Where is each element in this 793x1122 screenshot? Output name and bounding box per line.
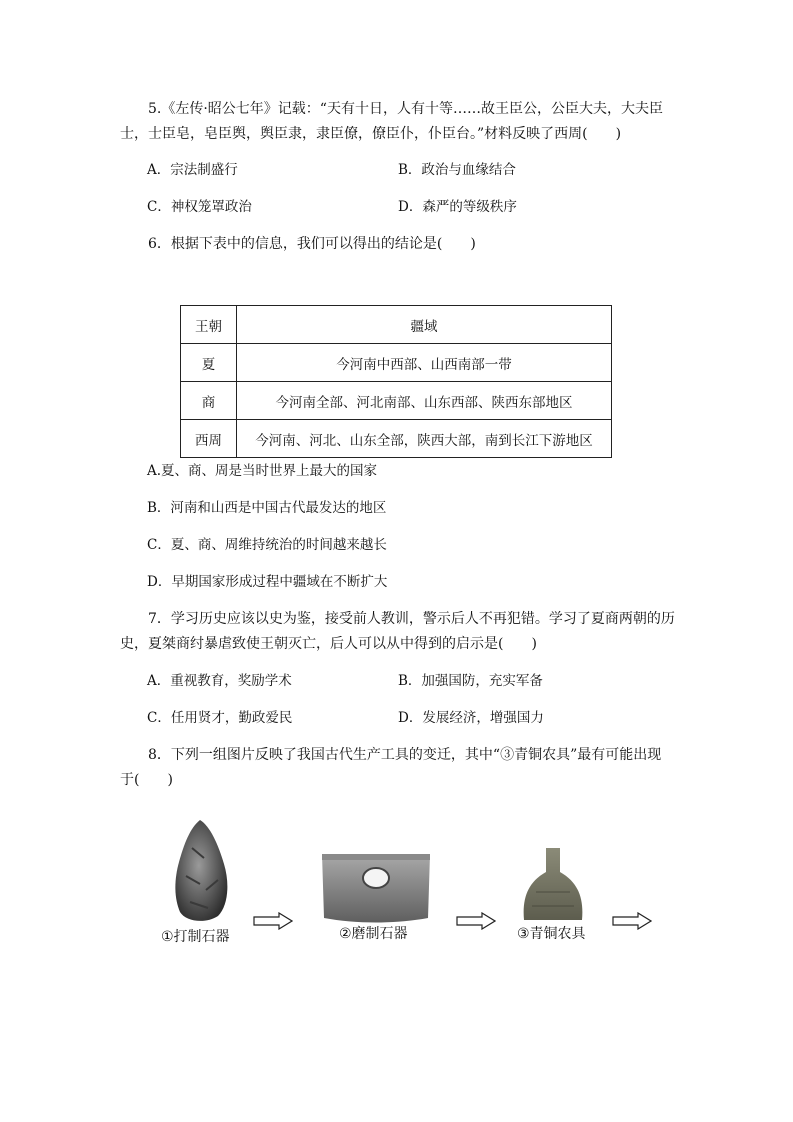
table-cell: 今河南、河北、山东全部，陕西大部，南到长江下游地区 [237, 420, 612, 458]
q5-stem-line2: 士，士臣皂，皂臣舆，舆臣隶，隶臣僚，僚臣仆，仆臣台。”材料反映了西周( ) [120, 126, 622, 142]
arrow-right-icon [253, 912, 293, 930]
figure-caption-bronze-tool: ③青铜农具 [517, 926, 586, 942]
table-row [181, 344, 612, 382]
q5-stem-line1: 5.《左传·昭公七年》记载：“天有十日，人有十等……故王臣公，公臣大夫，大夫臣 [148, 101, 663, 117]
q8-stem-line2: 于( ) [120, 772, 173, 788]
q6-option-b[interactable]: B．河南和山西是中国古代最发达的地区 [147, 500, 387, 516]
q8-stem-line1: 8．下列一组图片反映了我国古代生产工具的变迁，其中“③青铜农具”最有可能出现 [148, 747, 662, 763]
table-row [181, 382, 612, 420]
arrow-right-icon [456, 912, 496, 930]
q6-option-d[interactable]: D．早期国家形成过程中疆域在不断扩大 [147, 574, 388, 590]
table-cell: 今河南中西部、山西南部一带 [237, 344, 612, 382]
q5-option-a[interactable]: A．宗法制盛行 [147, 162, 238, 178]
q6-option-c[interactable]: C．夏、商、周维持统治的时间越来越长 [147, 537, 387, 553]
table-cell: 今河南全部、河北南部、山东西部、陕西东部地区 [237, 382, 612, 420]
table-cell: 夏 [181, 344, 237, 382]
arrow-right-icon [612, 912, 652, 930]
table-cell: 商 [181, 382, 237, 420]
bronze-farm-tool-image [518, 846, 588, 926]
q7-stem-line2: 史，夏桀商纣暴虐致使王朝灭亡，后人可以从中得到的启示是( ) [120, 636, 537, 652]
chipped-stone-tool-image [170, 818, 232, 926]
q6-stem: 6．根据下表中的信息，我们可以得出的结论是( ) [148, 236, 476, 252]
q5-option-b[interactable]: B．政治与血缘结合 [398, 162, 516, 178]
q5-option-c[interactable]: C．神权笼罩政治 [147, 199, 252, 215]
table-cell: 西周 [181, 420, 237, 458]
table-header-cell: 王朝 [181, 306, 237, 344]
table-header-row [181, 306, 612, 344]
polished-stone-axe-image [316, 848, 436, 924]
dynasty-territory-table [180, 305, 612, 458]
q7-stem-line1: 7．学习历史应该以史为鉴，接受前人教训，警示后人不再犯错。学习了夏商两朝的历 [148, 611, 675, 627]
q6-option-a[interactable]: A.夏、商、周是当时世界上最大的国家 [147, 463, 378, 479]
figure-caption-chipped-stone: ①打制石器 [161, 929, 230, 945]
table-row [181, 420, 612, 458]
table-header-cell: 疆域 [237, 306, 612, 344]
q5-option-d[interactable]: D．森严的等级秩序 [398, 199, 517, 215]
q7-option-a[interactable]: A．重视教育，奖励学术 [147, 673, 292, 689]
figure-caption-polished-stone: ②磨制石器 [339, 926, 408, 942]
q7-option-b[interactable]: B．加强国防，充实军备 [398, 673, 543, 689]
q7-option-d[interactable]: D．发展经济，增强国力 [398, 710, 544, 726]
q7-option-c[interactable]: C．任用贤才，勤政爱民 [147, 710, 293, 726]
